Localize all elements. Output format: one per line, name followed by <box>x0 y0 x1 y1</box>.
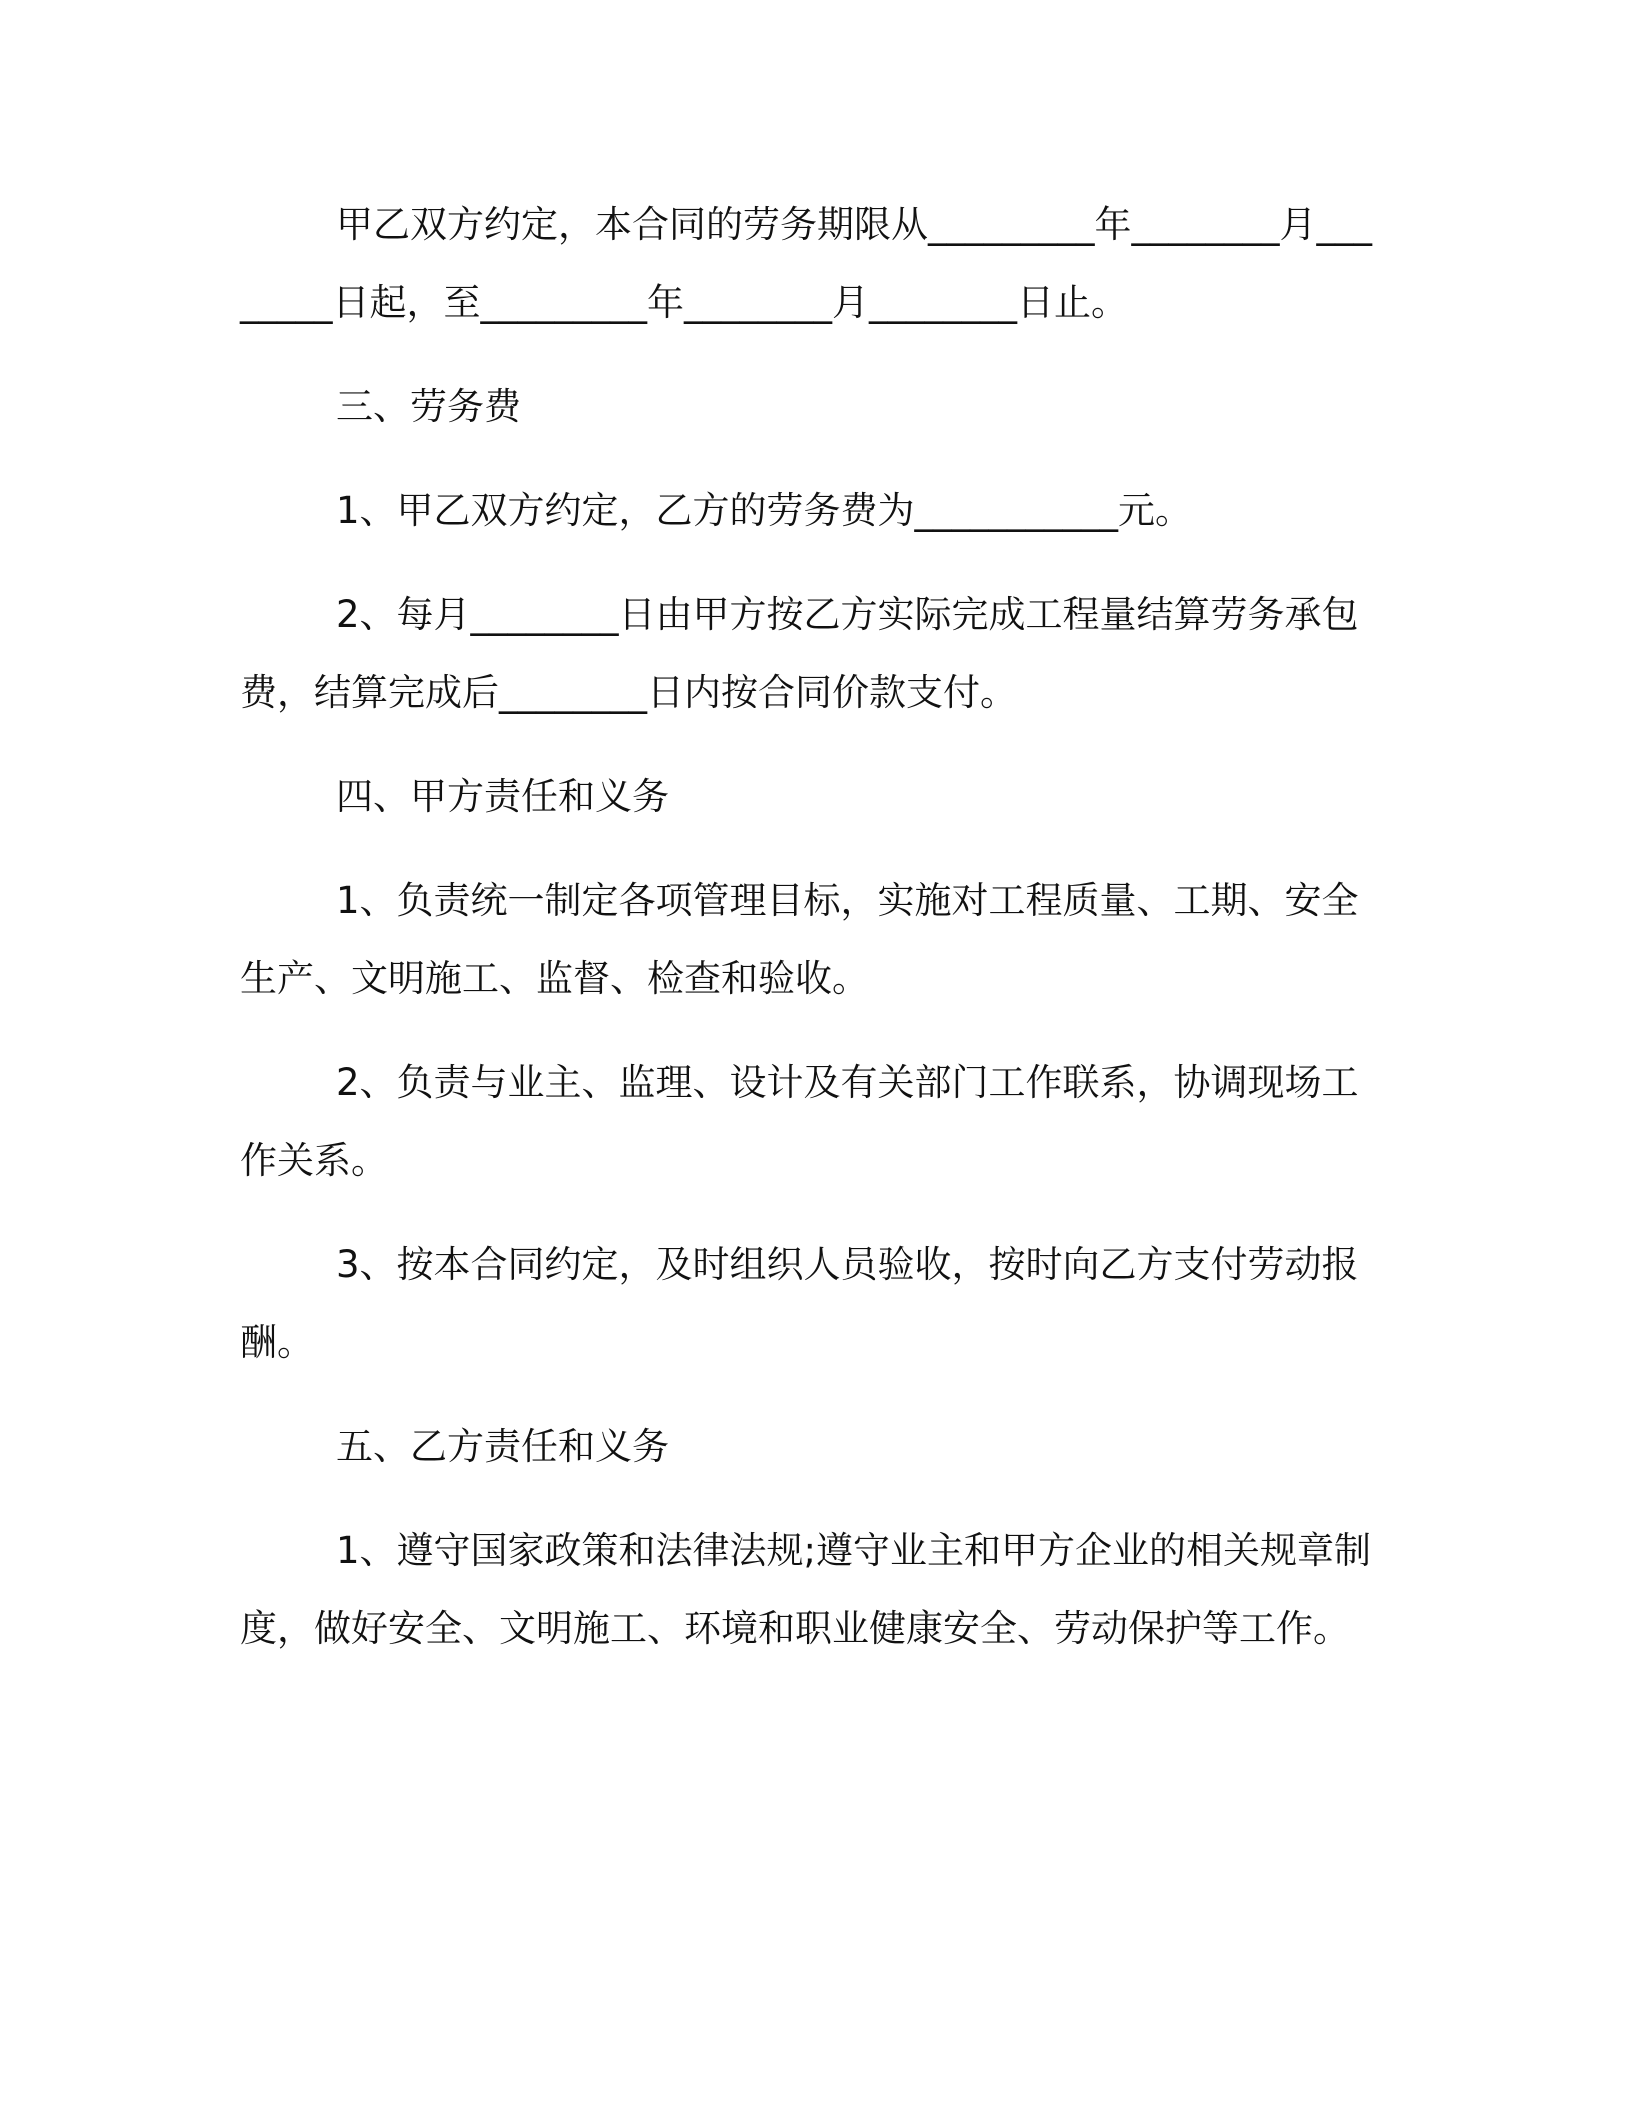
paragraph-fee-settlement: 2、每月________日由甲方按乙方实际完成工程量结算劳务承包费，结算完成后________日内按合同价款支付。 <box>240 593 1359 714</box>
section-heading-party-b-duties: 五、乙方责任和义务 <box>336 1425 669 1468</box>
paragraph-party-a-duty-2: 2、负责与业主、监理、设计及有关部门工作联系，协调现场工作关系。 <box>240 1061 1359 1182</box>
section-heading-party-a-duties: 四、甲方责任和义务 <box>336 775 669 818</box>
section-heading-labor-fee: 三、劳务费 <box>336 385 521 428</box>
paragraph-term-period: 甲乙双方约定，本合同的劳务期限从_________年________月________日起，至_________年________月________日止。 <box>240 203 1372 324</box>
paragraph-fee-amount: 1、甲乙双方约定，乙方的劳务费为___________元。 <box>336 489 1193 532</box>
document-body <box>240 186 1376 1694</box>
paragraph-party-b-duty-1: 1、遵守国家政策和法律法规;遵守业主和甲方企业的相关规章制度，做好安全、文明施工、环境和职业健康安全、劳动保护等工作。 <box>240 1529 1372 1650</box>
paragraph-party-a-duty-3: 3、按本合同约定，及时组织人员验收，按时向乙方支付劳动报酬。 <box>240 1243 1359 1364</box>
paragraph-party-a-duty-1: 1、负责统一制定各项管理目标，实施对工程质量、工期、安全生产、文明施工、监督、检查和验收。 <box>240 879 1359 1000</box>
